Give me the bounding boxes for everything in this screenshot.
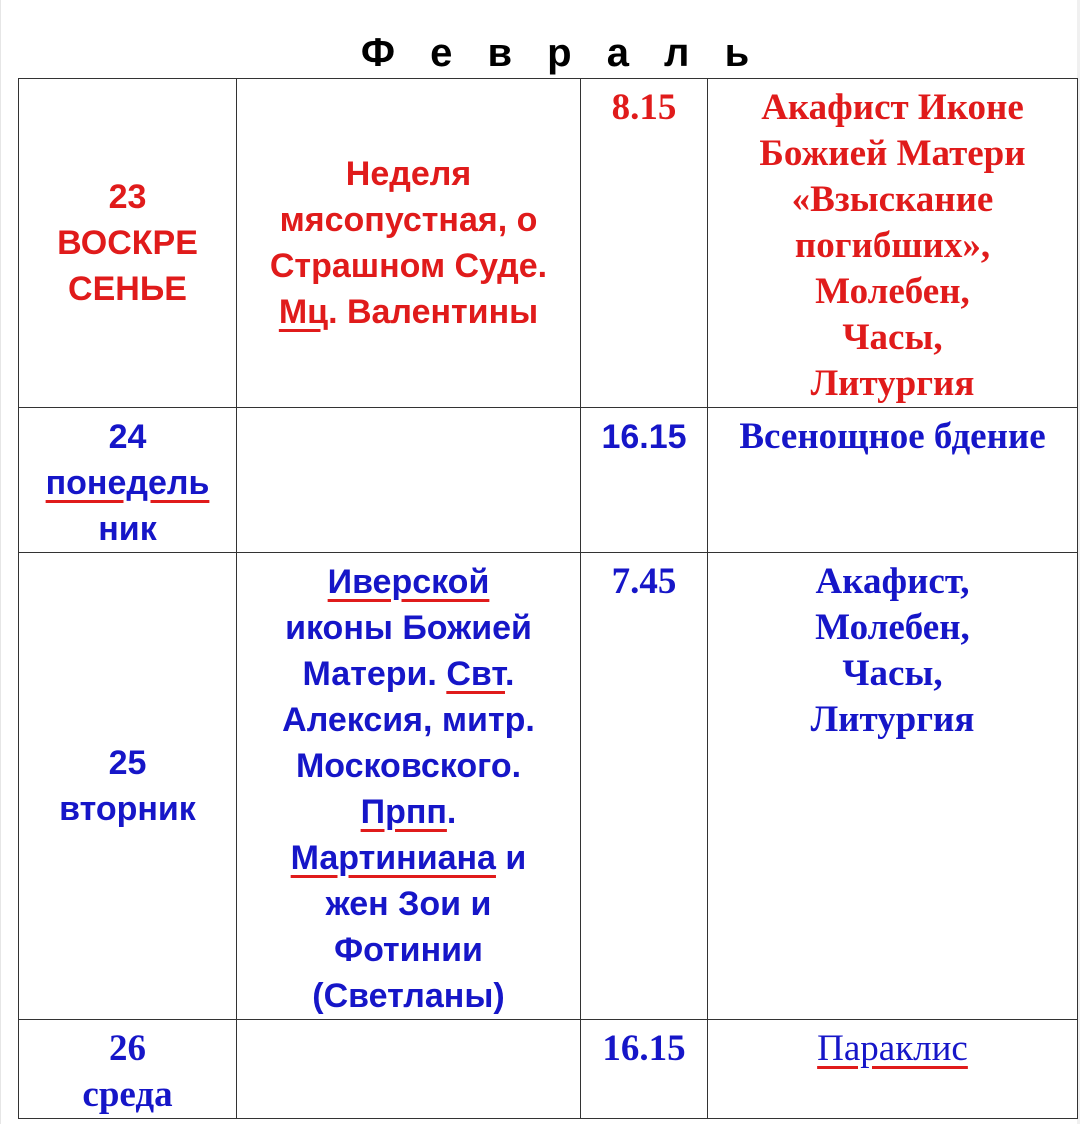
schedule-table	[18, 78, 1078, 1119]
spellcheck-word: понедель	[45, 464, 210, 502]
spellcheck-word: Свт	[446, 655, 505, 693]
feast-line: Страшном Суде.	[269, 247, 548, 285]
time-cell: 16.15	[581, 408, 708, 553]
time-cell: 7.45	[581, 553, 708, 1020]
feast-text: .	[505, 655, 515, 693]
day-name-line	[23, 460, 232, 506]
feast-line: (Светланы)	[312, 977, 505, 1015]
table-row	[19, 1020, 1078, 1119]
table-row	[19, 408, 1078, 553]
service-cell	[708, 553, 1078, 1020]
day-number: 25	[108, 744, 147, 782]
service-line: Молебен,	[815, 271, 970, 312]
spellcheck-word: Иверской	[327, 563, 490, 601]
feast-text: .	[446, 793, 457, 831]
feast-cell-empty	[237, 1020, 581, 1119]
service-line: Литургия	[810, 363, 975, 404]
table-row	[19, 79, 1078, 408]
day-cell	[19, 79, 237, 408]
month-title: Ф е в р а л ь	[360, 31, 762, 75]
service-cell	[708, 1020, 1078, 1119]
service-line: Молебен,	[815, 607, 970, 648]
service-line: погибших»,	[794, 225, 991, 266]
feast-line: жен Зои и	[325, 885, 492, 923]
service-line: Акафист,	[815, 561, 970, 602]
service-cell	[708, 79, 1078, 408]
day-name-line: вторник	[59, 790, 196, 828]
feast-line	[241, 651, 576, 697]
time-cell: 16.15	[581, 1020, 708, 1119]
feast-cell-empty	[237, 408, 581, 553]
feast-line	[241, 835, 576, 881]
feast-text: и	[495, 839, 527, 877]
day-name-line: ВОСКРЕ	[57, 224, 198, 262]
day-name-line: ник	[98, 510, 157, 548]
feast-line	[241, 559, 576, 605]
spellcheck-word: Прпп	[360, 793, 447, 831]
day-cell	[19, 1020, 237, 1119]
service-line: Литургия	[810, 699, 975, 740]
feast-line: Московского.	[295, 747, 522, 785]
spellcheck-word: Мц	[278, 293, 329, 331]
feast-line: иконы Божией	[285, 609, 532, 647]
feast-cell	[237, 79, 581, 408]
feast-text: . Валентины	[328, 293, 539, 331]
service-line: «Взыскание	[791, 179, 994, 220]
feast-text: Матери.	[302, 655, 447, 693]
time-cell: 8.15	[581, 79, 708, 408]
day-cell	[19, 553, 237, 1020]
feast-line: Фотинии	[334, 931, 483, 969]
feast-line	[241, 789, 576, 835]
day-name-line: среда	[82, 1074, 173, 1115]
day-number: 24	[108, 418, 147, 456]
day-name-line: СЕНЬЕ	[68, 270, 187, 308]
spellcheck-word: Параклис	[817, 1028, 968, 1069]
day-cell	[19, 408, 237, 553]
feast-line	[241, 289, 576, 335]
day-number: 23	[108, 178, 147, 216]
service-line: Акафист Иконе	[761, 87, 1024, 128]
service-cell: Всенощное бдение	[708, 408, 1078, 553]
day-number: 26	[109, 1028, 146, 1069]
page-edge-left	[0, 0, 1, 1124]
feast-line: Неделя	[345, 155, 472, 193]
feast-cell	[237, 553, 581, 1020]
table-row	[19, 553, 1078, 1020]
feast-line: Алексия, митр.	[282, 701, 535, 739]
service-line: Божией Матери	[759, 133, 1026, 174]
service-line: Часы,	[842, 653, 943, 694]
feast-line: мясопустная, о	[279, 201, 538, 239]
spellcheck-word: Мартиниана	[290, 839, 496, 877]
service-line: Часы,	[842, 317, 943, 358]
